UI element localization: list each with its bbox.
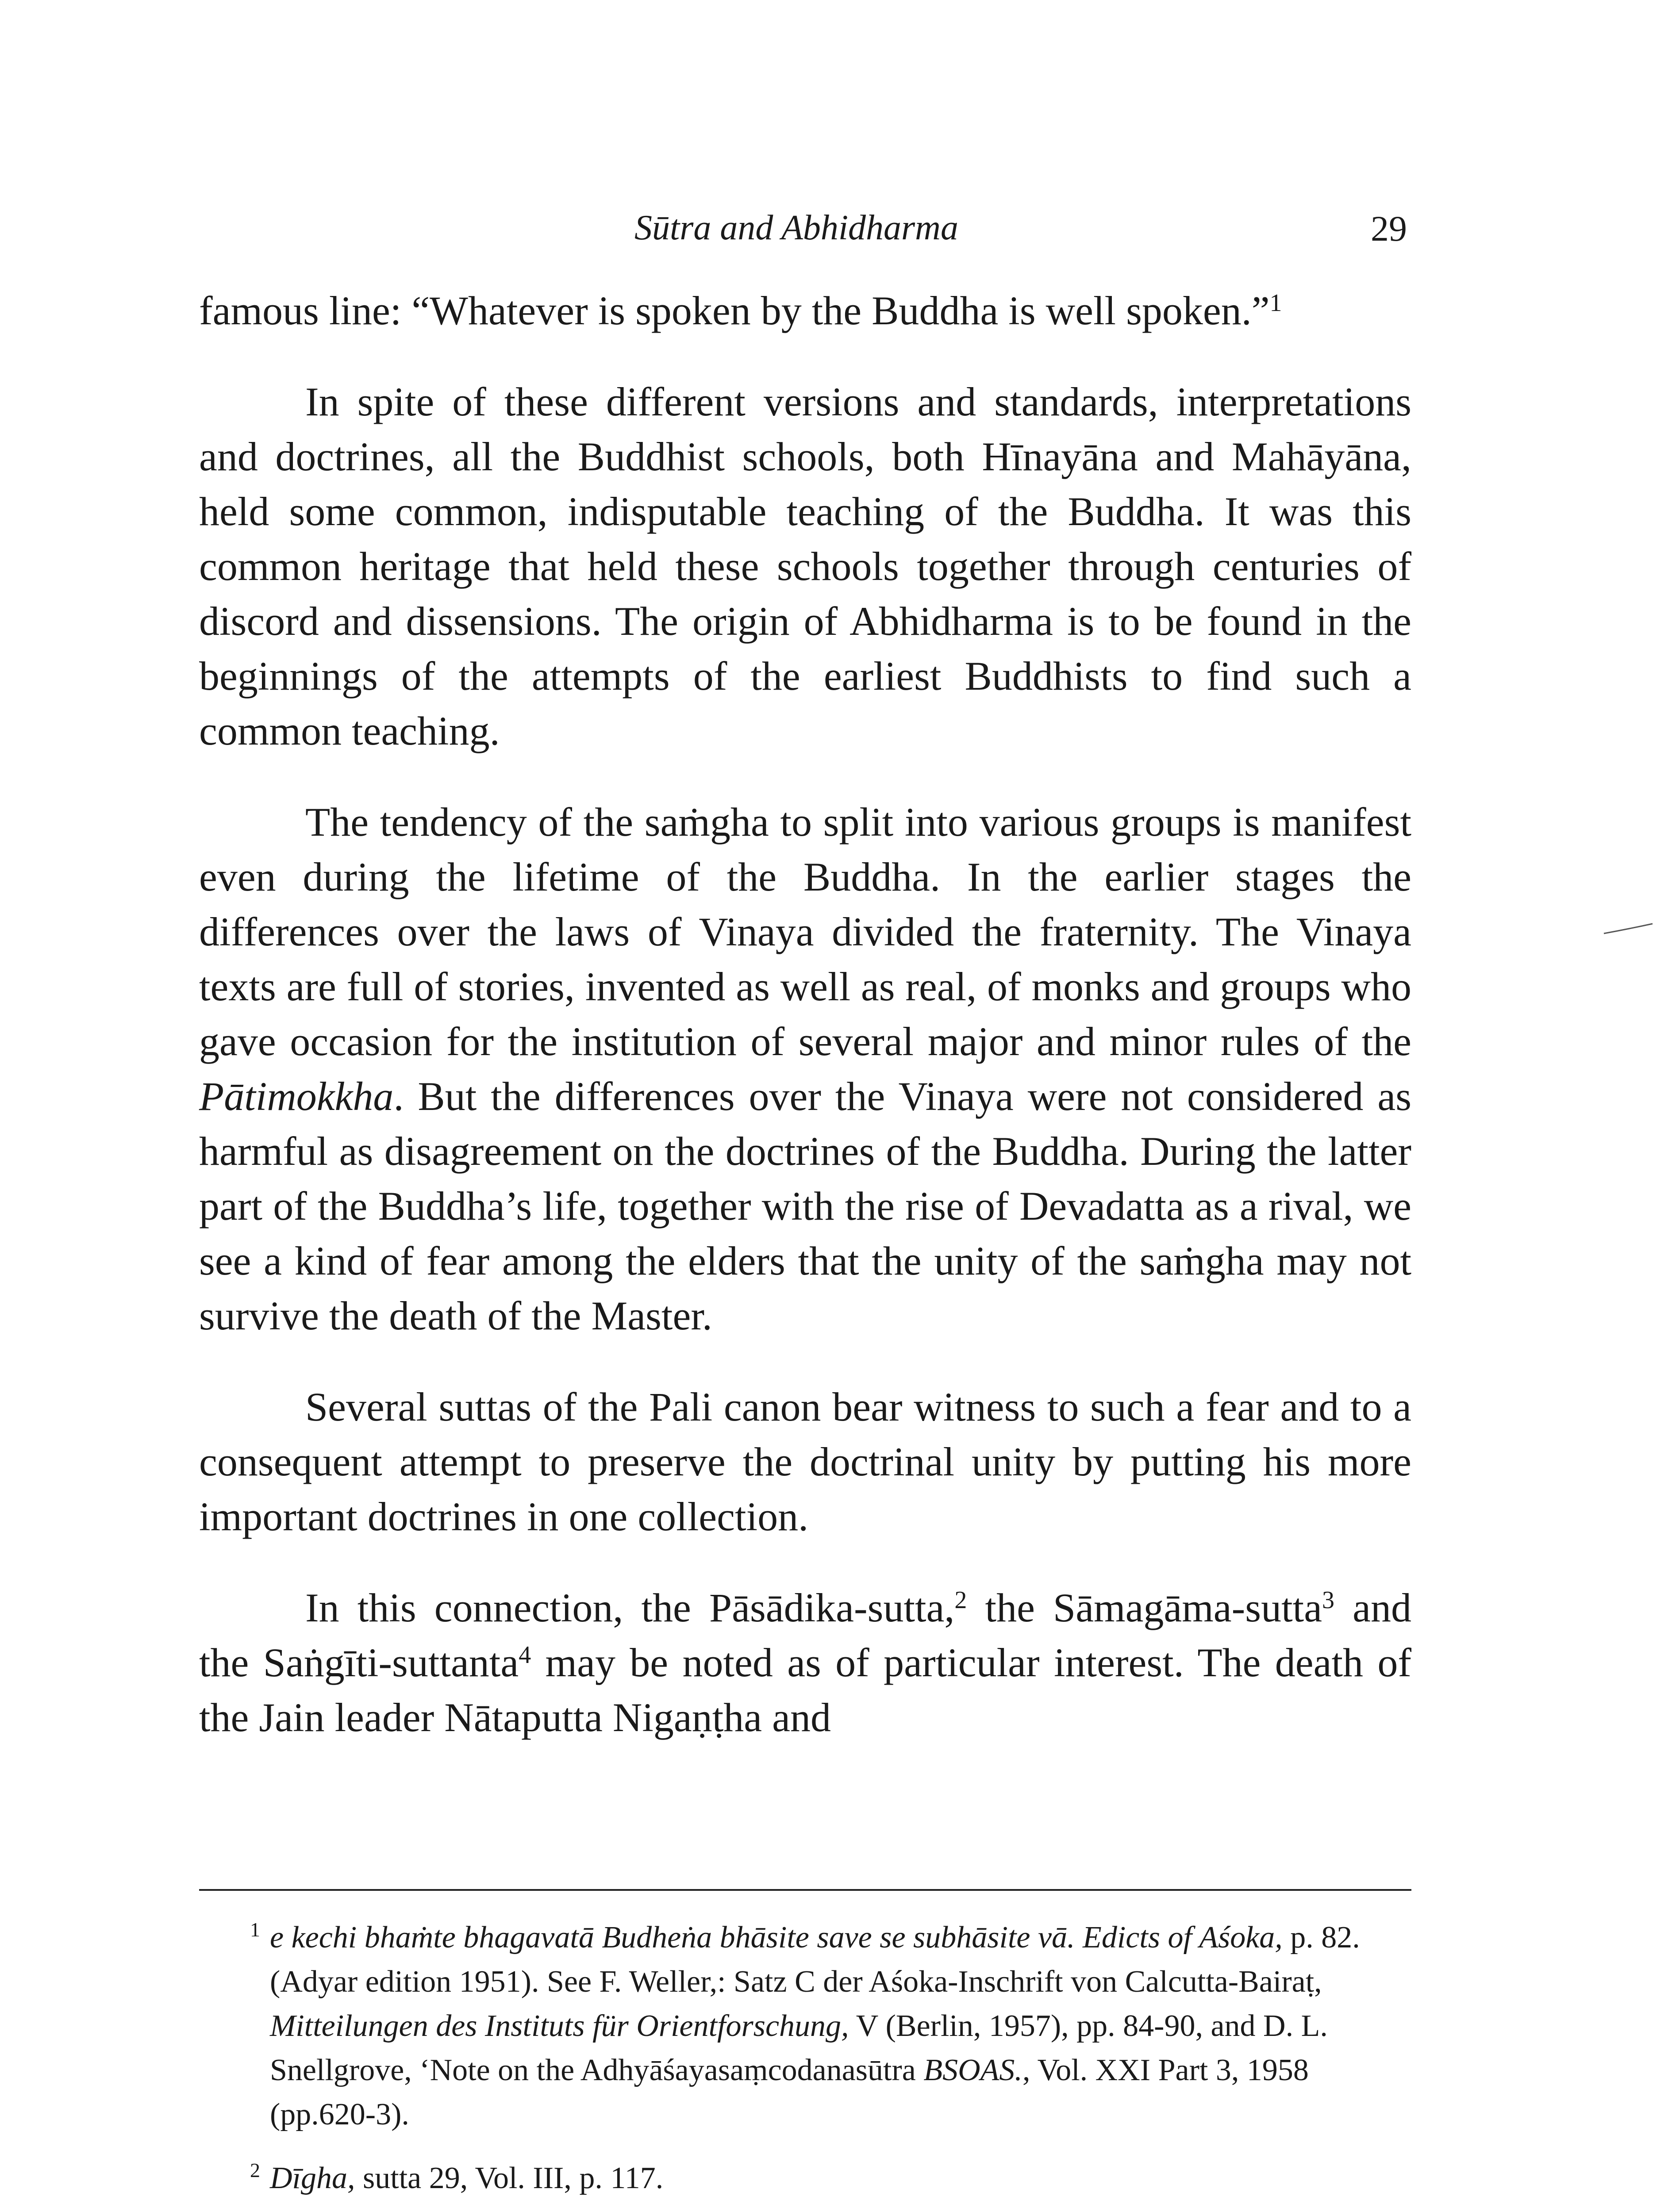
paragraph-5-text-d: may be noted as of particular interest. The death of the Jain leader Nātaputta Nigaṇṭha and: [199, 1640, 1411, 1740]
footnote-marker-2: 2: [250, 2159, 260, 2181]
paragraph-3: [199, 795, 1411, 1343]
body-text: [199, 283, 1411, 1745]
paragraph-1: [199, 283, 1411, 338]
patimokkha-italic: Pātimokkha: [199, 1074, 394, 1119]
footnote-1-italic-b: Mitteilungen des Instituts für Orientforschung,: [270, 2009, 849, 2043]
paragraph-1-text: famous line: “Whatever is spoken by the Buddha is well spoken.”: [199, 288, 1270, 333]
page-number: 29: [1371, 208, 1407, 249]
footnote-2-italic: Dīgha,: [270, 2161, 355, 2195]
footnote-1: [199, 1916, 1411, 2137]
footnote-ref-2: 2: [954, 1586, 967, 1614]
paragraph-5-text-a: In this connection, the Pāsādika-sutta,: [305, 1585, 955, 1630]
footnote-1-text-c: , Vol. XXI Part 3, 1958 (pp.620-3).: [270, 2053, 1309, 2131]
paragraph-3-text-a: The tendency of the saṁgha to split into various groups is manifest even during the lifetime of the Buddha. In the earlier stages the differences over the laws of Vinaya divided the fraternity. The Vinaya texts are full of stories, invented as well as real, of monks and groups who gave occasion for the institution of several major and minor rules of the: [199, 799, 1411, 1064]
footnote-ref-4: 4: [519, 1641, 531, 1669]
running-title: Sūtra and Abhidharma: [634, 208, 958, 247]
paragraph-2: In spite of these different versions and standards, interpretations and doctrines, all the Buddhist schools, both Hīnayāna and Mahāyāna, held some common, indisputable teaching of the Buddha. It was this common heritage that held these schools together through centuries of discord and dissensions. The origin of Abhidharma is to be found in the beginnings of the attempts of the earliest Buddhists to find such a common teaching.: [199, 379, 1411, 753]
paragraph-5-text-c: and the Saṅgīti-suttanta: [199, 1585, 1411, 1685]
footnote-1-italic-a: e kechi bhaṁte bhagavatā Budheṅa bhāsite save se subhāsite vā. Edicts of Aśoka,: [270, 1920, 1283, 1955]
footnote-ref-3: 3: [1322, 1586, 1335, 1614]
footnote-1-text-a: p. 82. (Adyar edition 1951). See F. Weller,: Satz C der Aśoka-Inschrift von Calcutta-Bairaṭ,: [270, 1920, 1360, 1999]
footnotes: [199, 1916, 1411, 2212]
running-head: [186, 208, 1407, 257]
footnote-ref-1: 1: [1269, 289, 1282, 317]
footnote-2-text: sutta 29, Vol. III, p. 117.: [355, 2161, 664, 2195]
footnote-marker-1: 1: [250, 1918, 260, 1941]
footnote-1-text-b: V (Berlin, 1957), pp. 84-90, and D. L. Snellgrove, ‘Note on the Adhyāśayasaṃcodanasūtra: [270, 2009, 1328, 2087]
pencil-margin-mark: [1602, 920, 1655, 938]
footnote-2: [199, 2156, 1411, 2200]
paragraph-3-text-b: . But the differences over the Vinaya were not considered as harmful as disagreement on the doctrines of the Buddha. During the latter part of the Buddha’s life, together with the rise of Devadatta as a rival, we see a kind of fear among the elders that the unity of the saṁgha may not survive the death of the Master.: [199, 1074, 1411, 1338]
footnote-1-italic-c: BSOAS.: [923, 2053, 1022, 2087]
paragraph-5-text-b: the Sāmagāma-sutta: [967, 1585, 1322, 1630]
footnote-divider: [199, 1889, 1411, 1891]
paragraph-5: [199, 1580, 1411, 1745]
paragraph-4: Several suttas of the Pali canon bear witness to such a fear and to a consequent attempt to preserve the doctrinal unity by putting his more important doctrines in one collection.: [199, 1384, 1411, 1539]
